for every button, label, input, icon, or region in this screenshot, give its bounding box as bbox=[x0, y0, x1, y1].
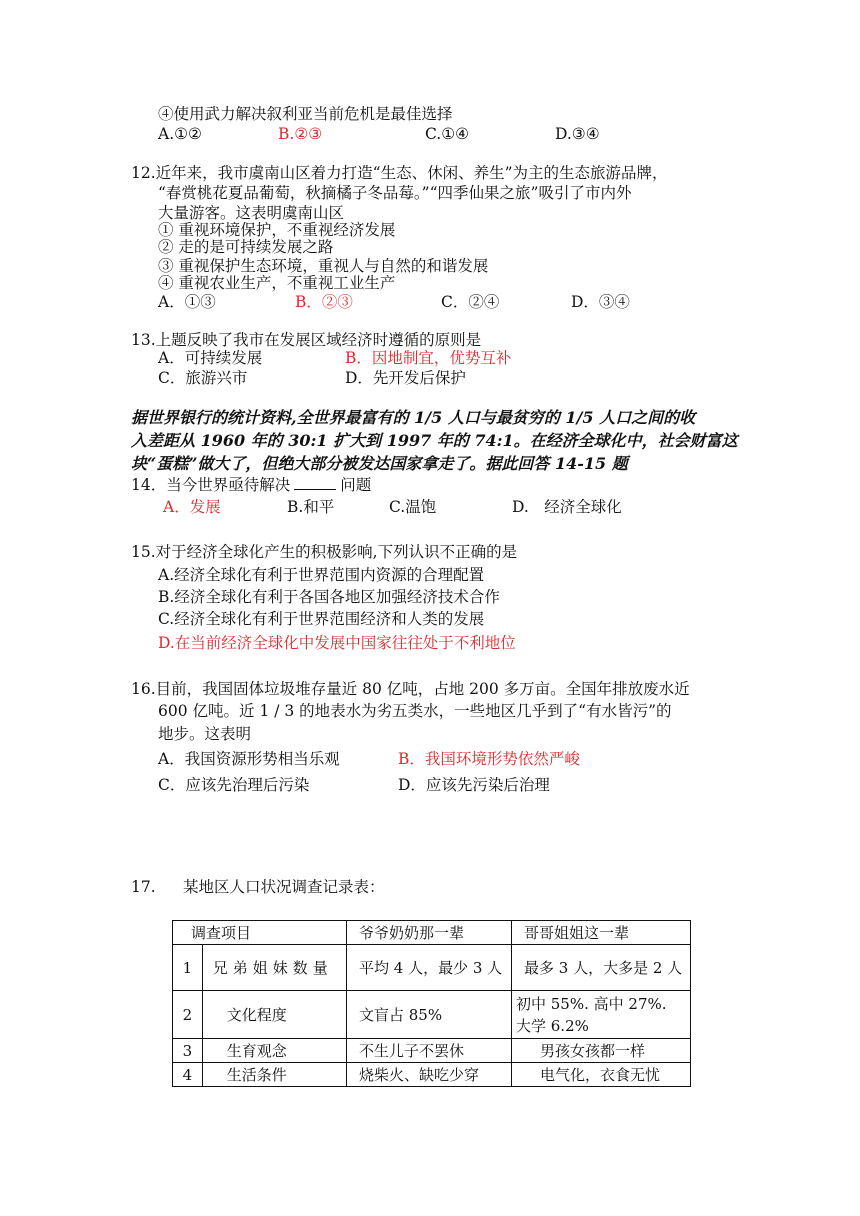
row-number: 4 bbox=[173, 1063, 203, 1087]
q12-stem-line-2: “春赏桃花夏品葡萄，秋摘橘子冬品莓。”“四季仙果之旅”吸引了市内外 bbox=[158, 184, 632, 202]
row-item: 生活条件 bbox=[202, 1063, 346, 1087]
row-siblings-value: 男孩女孩都一样 bbox=[512, 1039, 691, 1063]
passage-line-2: 入差距从 1960 年的 30:1 扩大到 1997 年的 74:1。在经济全球化中，社会财富这 bbox=[131, 431, 738, 450]
q15-option-b: B.经济全球化有利于各国各地区加强经济技术合作 bbox=[158, 588, 500, 606]
q11-option-c: C.①④ bbox=[425, 125, 470, 143]
q13-option-d: D．先开发后保护 bbox=[345, 369, 466, 387]
q13-stem: 13.上题反映了我市在发展区域经济时遵循的原则是 bbox=[131, 331, 482, 349]
q17-stem: 某地区人口状况调查记录表： bbox=[183, 878, 385, 896]
q11-option-d: D.③④ bbox=[555, 125, 600, 143]
q13-option-b: B．因地制宜，优势互补 bbox=[345, 349, 512, 367]
row-grandparents-value: 烧柴火、缺吃少穿 bbox=[347, 1063, 512, 1087]
q14-option-d: D. 经济全球化 bbox=[512, 498, 622, 516]
q13-option-a: A．可持续发展 bbox=[158, 349, 263, 367]
q11-option-b: B.②③ bbox=[278, 125, 323, 143]
q13-option-c: C．旅游兴市 bbox=[158, 369, 248, 387]
row-siblings-value: 最多 3 人，大多是 2 人 bbox=[512, 945, 691, 991]
q14-option-b: B.和平 bbox=[287, 498, 335, 516]
q16-option-c: C．应该先治理后污染 bbox=[158, 776, 310, 794]
q15-option-d: D.在当前经济全球化中发展中国家往往处于不利地位 bbox=[158, 634, 516, 652]
passage-line-3: 块“蛋糕”做大了，但绝大部分被发达国家拿走了。据此回答 14-15 题 bbox=[131, 454, 628, 473]
row-grandparents-value: 平均 4 人，最少 3 人 bbox=[347, 945, 512, 991]
row-grandparents-value: 不生儿子不罢休 bbox=[347, 1039, 512, 1063]
q12-statement-4: ④ 重视农业生产，不重视工业生产 bbox=[158, 274, 396, 292]
q14-option-c: C.温饱 bbox=[389, 498, 437, 516]
q15-option-c: C.经济全球化有利于世界范围经济和人类的发展 bbox=[158, 610, 485, 628]
row-item: 文化程度 bbox=[202, 991, 346, 1039]
header-grandparents: 爷爷奶奶那一辈 bbox=[347, 921, 512, 945]
q12-statement-2: ② 走的是可持续发展之路 bbox=[158, 238, 334, 256]
row-number: 3 bbox=[173, 1039, 203, 1063]
row-item: 兄弟姐妹数量 bbox=[202, 945, 346, 991]
row-siblings-value: 初中 55%. 高中 27%. 大学 6.2% bbox=[512, 991, 691, 1039]
q11-option-a: A.①② bbox=[158, 125, 202, 143]
q14-stem-tail: 问题 bbox=[340, 476, 372, 494]
q12-stem-line-1: 12.近年来，我市虞南山区着力打造“生态、休闲、养生”为主的生态旅游品牌， bbox=[131, 164, 668, 182]
row-number: 1 bbox=[173, 945, 203, 991]
q16-option-b: B．我国环境形势依然严峻 bbox=[398, 750, 580, 768]
q11-statement-4: ④使用武力解决叙利亚当前危机是最佳选择 bbox=[158, 105, 453, 123]
q12-option-b: B．②③ bbox=[295, 293, 353, 311]
row-siblings-value: 电气化，衣食无忧 bbox=[512, 1063, 691, 1087]
q14-stem-text: 14．当今世界亟待解决 bbox=[131, 476, 291, 494]
passage-line-1: 据世界银行的统计资料,全世界最富有的 1/5 人口与最贫穷的 1/5 人口之间的收 bbox=[131, 408, 696, 427]
table-header-row bbox=[173, 921, 691, 945]
q12-stem-line-3: 大量游客。这表明虞南山区 bbox=[158, 204, 345, 222]
population-survey-table bbox=[172, 920, 691, 1087]
table-row bbox=[173, 945, 691, 991]
q15-option-a: A.经济全球化有利于世界范围内资源的合理配置 bbox=[158, 566, 485, 584]
q16-stem-line-2: 600 亿吨。近 1 / 3 的地表水为劣五类水，一些地区几乎到了“有水皆污”的 bbox=[158, 702, 672, 720]
q16-stem-line-3: 地步。这表明 bbox=[158, 725, 252, 743]
q15-stem: 15.对于经济全球化产生的积极影响,下列认识不正确的是 bbox=[131, 543, 518, 561]
q16-option-a: A．我国资源形势相当乐观 bbox=[158, 750, 340, 768]
row-number: 2 bbox=[173, 991, 203, 1039]
q14-option-a: A．发展 bbox=[163, 498, 221, 516]
q12-option-d: D．③④ bbox=[571, 293, 630, 311]
table-row bbox=[173, 1039, 691, 1063]
q16-option-d: D．应该先污染后治理 bbox=[398, 776, 550, 794]
header-survey-item: 调查项目 bbox=[173, 921, 347, 945]
answer-blank bbox=[294, 489, 336, 490]
q16-stem-line-1: 16.目前，我国固体垃圾堆存量近 80 亿吨，占地 200 多万亩。全国年排放废水近 bbox=[131, 680, 690, 698]
header-siblings: 哥哥姐姐这一辈 bbox=[512, 921, 691, 945]
table-row bbox=[173, 991, 691, 1039]
q12-option-a: A．①③ bbox=[158, 293, 216, 311]
q12-option-c: C．②④ bbox=[441, 293, 500, 311]
q12-statement-1: ① 重视环境保护，不重视经济发展 bbox=[158, 221, 396, 239]
row-grandparents-value: 文盲占 85% bbox=[347, 991, 512, 1039]
q14-stem bbox=[131, 475, 371, 495]
table-row bbox=[173, 1063, 691, 1087]
q12-statement-3: ③ 重视保护生态环境，重视人与自然的和谐发展 bbox=[158, 257, 489, 275]
row-item: 生育观念 bbox=[202, 1039, 346, 1063]
q17-number: 17. bbox=[131, 878, 156, 896]
